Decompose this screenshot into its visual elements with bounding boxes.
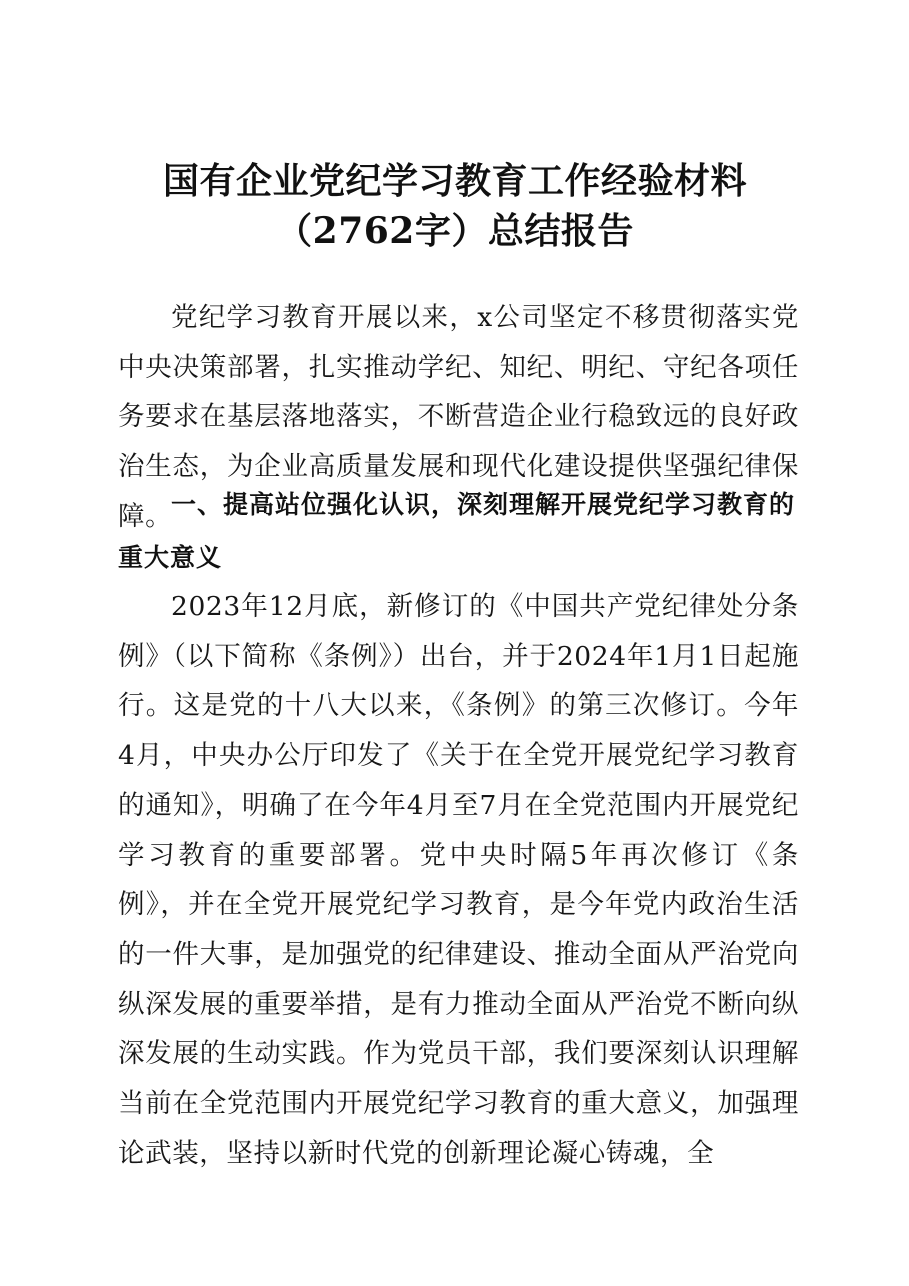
section-1-paragraph: 2023年12月底，新修订的《中国共产党纪律处分条例》（以下简称《条例》）出台，并于2024年1月1日起施行。这是党的十八大以来，《条例》的第三次修订。今年4月，中央办公厅印发了《关于在全党开展党纪学习教育的通知》，明确了在今年4月至7月在全党范围内开展党纪学习教育的重要部署。党中央时隔5年再次修订《条例》，并在全党开展党纪学习教育，是今年党内政治生活的一件大事，是加强党的纪律建设、推动全面从严治党向纵深发展的重要举措，是有力推动全面从严治党不断向纵深发展的生动实践。作为党员干部，我们要深刻认识理解当前在全党范围内开展党纪学习教育的重大意义，加强理论武装，坚持以新时代党的创新理论凝心铸魂，全 <box>118 591 799 1169</box>
intro-paragraph: 党纪学习教育开展以来，x公司坚定不移贯彻落实党中央决策部署，扎实推动学纪、知纪、明纪、守纪各项任务要求在基层落地落实，不断营造企业行稳致远的良好政治生态，为企业高质量发展和现代化建设提供坚强纪律保障。 <box>118 302 799 532</box>
section-heading-1: 一、提高站位强化认识，深刻理解开展党纪学习教育的重大意义 <box>118 490 796 572</box>
document-title: 国有企业党纪学习教育工作经验材料（2762字）总结报告 <box>162 160 747 252</box>
